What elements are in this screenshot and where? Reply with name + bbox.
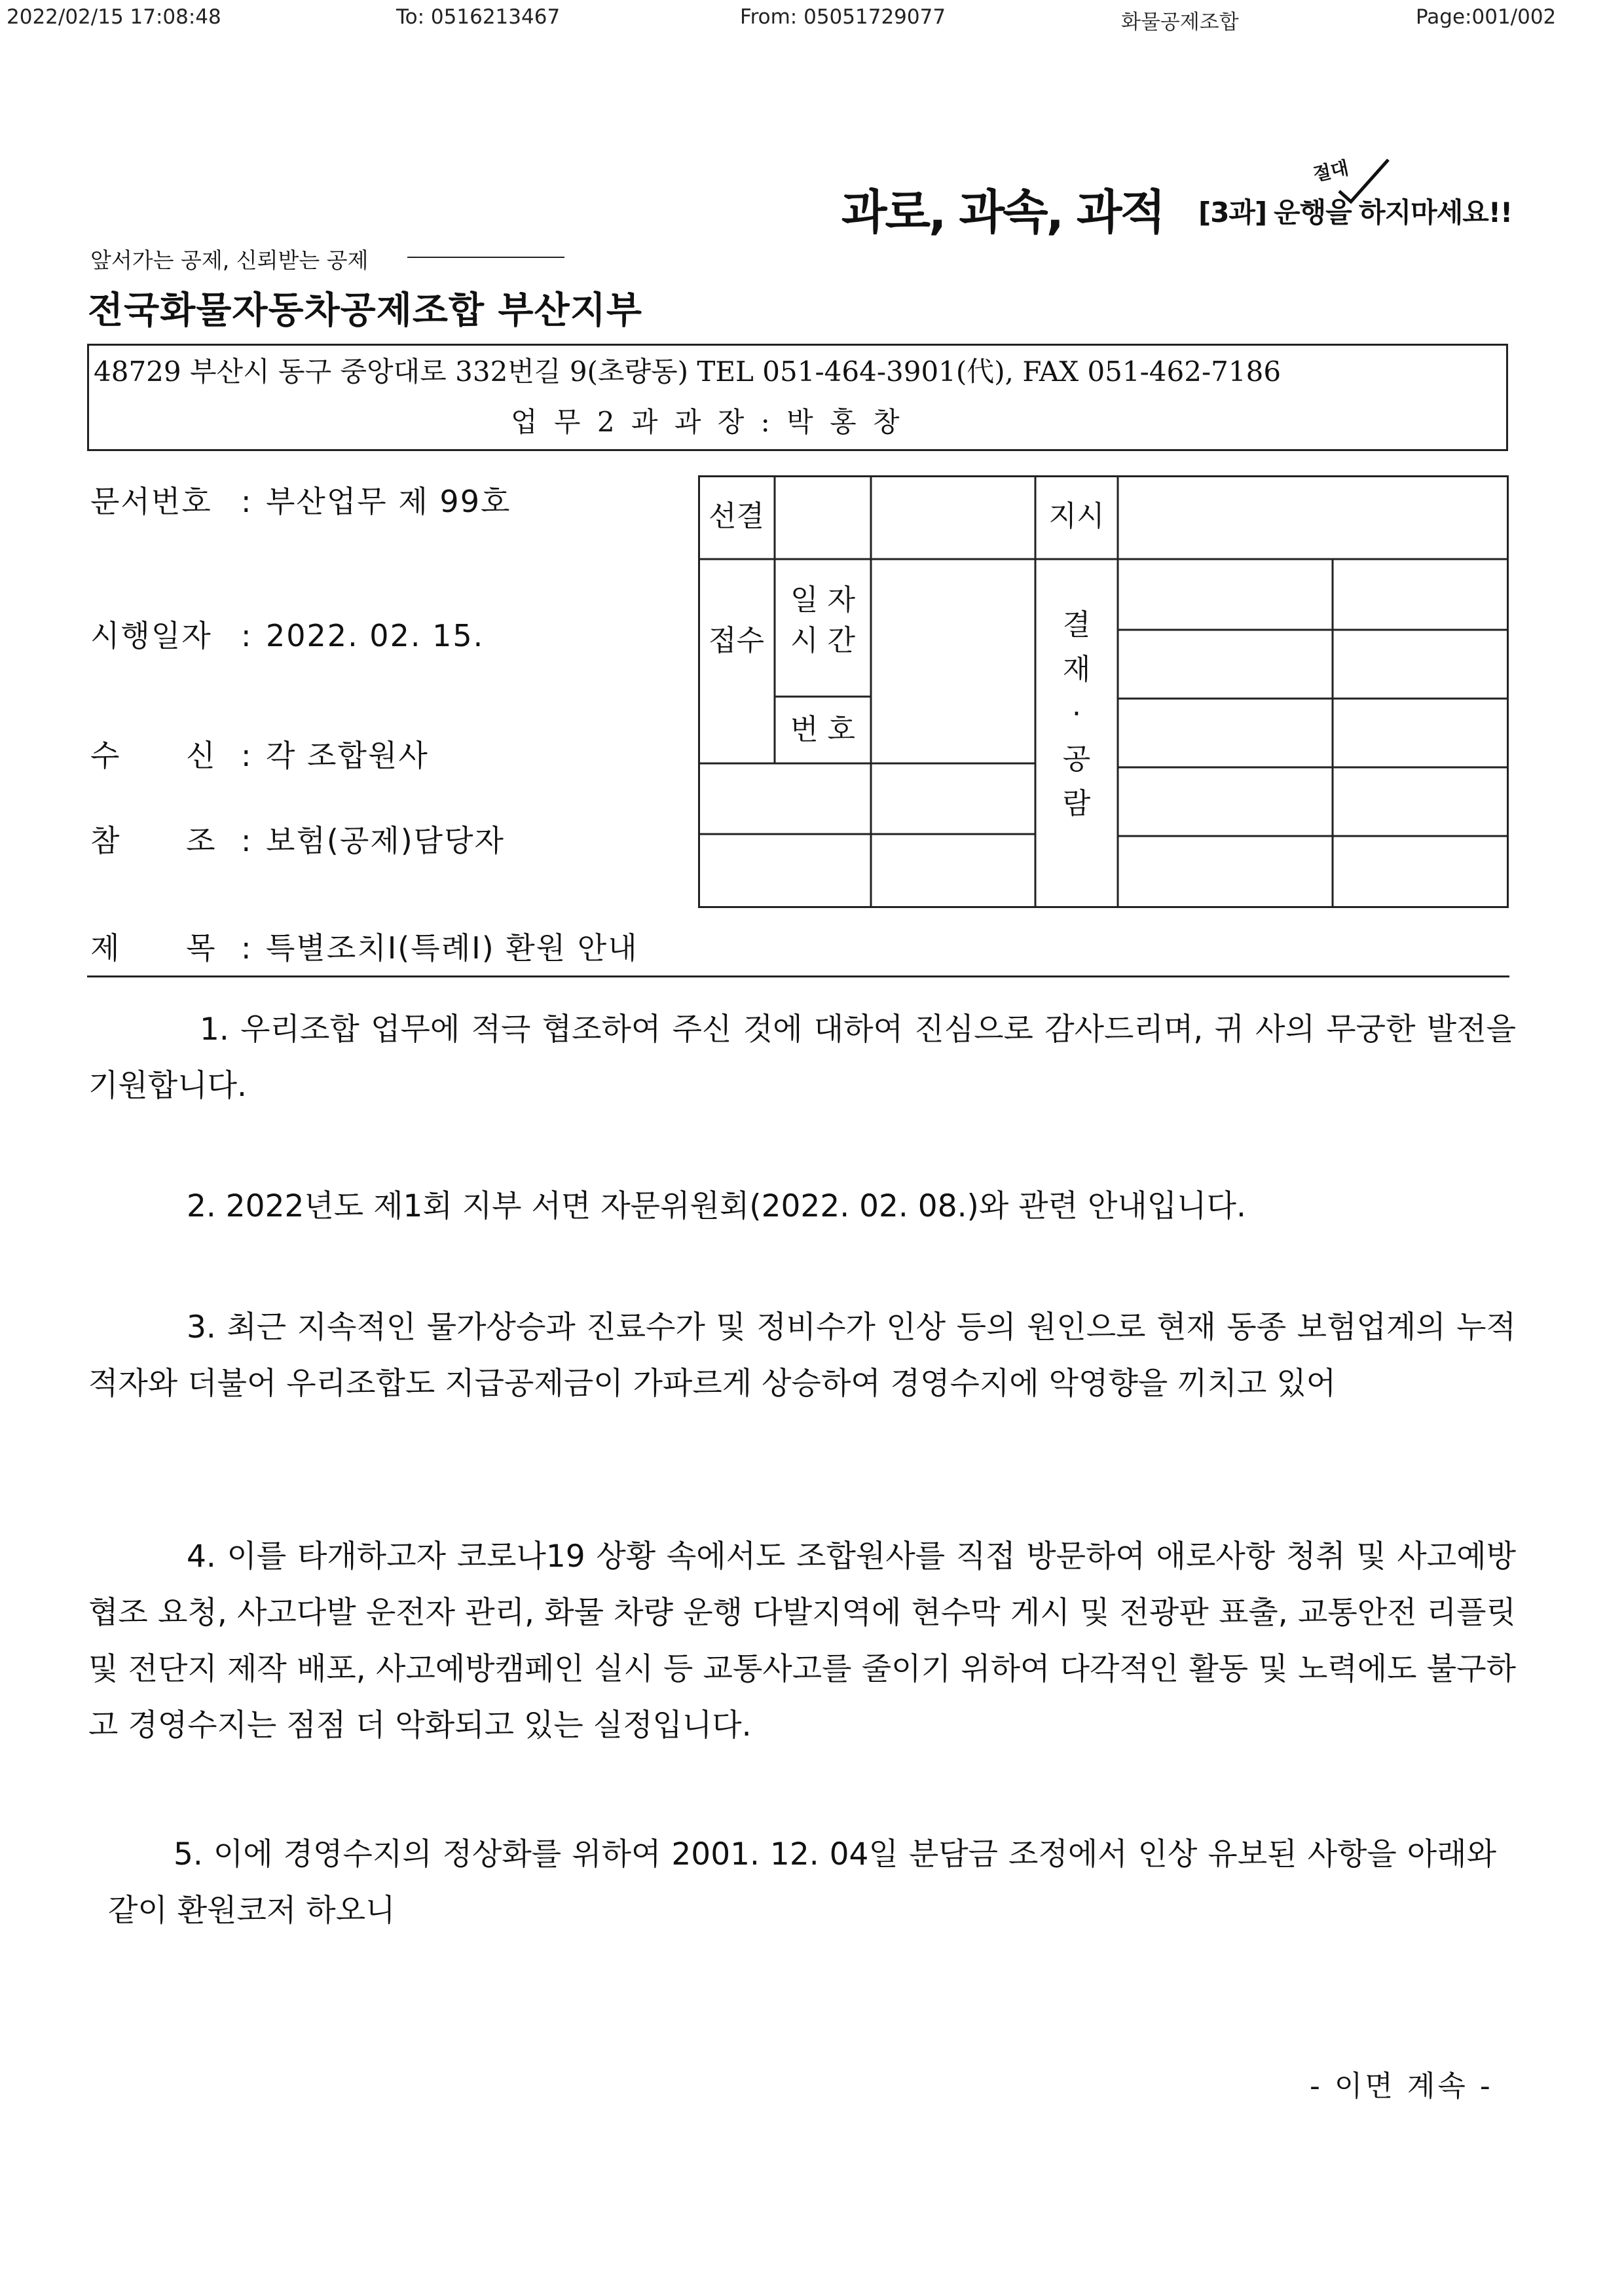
recipient-row: 수 신 : 각 조합원사 xyxy=(90,732,429,775)
doc-number-label: 문서번호 xyxy=(90,484,212,519)
date-label: 시행일자 xyxy=(90,618,212,653)
paragraph-5: 5. 이에 경영수지의 정상화를 위하여 2001. 12. 04일 분담금 조정에서 인상 유보된 사항을 아래와 같이 환원코저 하오니 xyxy=(108,1836,1496,1929)
receipt-label-1: 접수 xyxy=(708,624,764,657)
paragraph-3: 3. 최근 지속적인 물가상승과 진료수가 및 정비수가 인상 등의 원인으로 현재 동종 보험업계의 누적 적자와 더불어 우리조합도 지급공제금이 가파르게 상승하여 경영수지에 악영향을 끼치고 있어 xyxy=(88,1309,1516,1402)
subject-rule xyxy=(87,975,1509,977)
approval-label: 결 재 · 공 람 xyxy=(1062,608,1091,820)
department-line: 업 무 2 과 과 장 : 박 홍 창 xyxy=(511,406,904,438)
fax-from: From: 05051729077 xyxy=(740,5,946,29)
subject: 특별조치Ⅰ(특례Ⅰ) 환원 안내 xyxy=(266,930,638,966)
doc-number-row: 문서번호 : 부산업무 제 99호 xyxy=(90,478,511,521)
paragraph-1: 1. 우리조합 업무에 적극 협조하여 주신 것에 대하여 진심으로 감사드리며, 귀 사의 무궁한 발전을 기원합니다. xyxy=(88,1011,1516,1104)
fax-to: To: 0516213467 xyxy=(396,5,561,29)
doc-number: 부산업무 제 99호 xyxy=(266,484,511,519)
continued-note: - 이면 계속 - xyxy=(1310,2069,1493,2103)
issue-date: 2022. 02. 15. xyxy=(266,618,485,653)
instruction-label: 지시 xyxy=(1048,500,1105,533)
recipient: 각 조합원사 xyxy=(266,738,429,773)
paragraph-4: 4. 이를 타개하고자 코로나19 상황 속에서도 조합원사를 직접 방문하여 애로사항 청취 및 사고예방 협조 요청, 사고다발 운전자 관리, 화물 차량 운행 다발지역에 현수막 게시 및 전광판 표출, 교통안전 리플릿 및 전단지 제작 배포, 사고예방캠페인 실시 등 교통사고를 줄이기 위하여 다각적인 활동 및 노력에도 불구하고 경영수지는 점점 더 악화되고 있는 실정입니다. xyxy=(88,1539,1516,1743)
recipient-label: 수 신 xyxy=(90,738,217,773)
fax-sender: 화물공제조합 xyxy=(1121,10,1239,34)
slogan-emphasis: 절대 xyxy=(1311,156,1351,186)
slogan-end: 하지마세요!! xyxy=(1359,196,1513,228)
reference: 보험(공제)담당자 xyxy=(266,823,505,858)
subject-row: 제 목 : 특별조치Ⅰ(특례Ⅰ) 환원 안내 xyxy=(90,924,638,968)
slogan-mid: 운행을 xyxy=(1274,196,1352,228)
paragraph-2: 2. 2022년도 제1회 지부 서면 자문위원회(2022. 02. 08.)와 관련 안내입니다. xyxy=(187,1188,1246,1224)
number-label: 번 호 xyxy=(790,713,855,746)
address-line: 48729 부산시 동구 중앙대로 332번길 9(초량동) TEL 051-464-3901(代), FAX 051-462-7186 xyxy=(94,355,1282,388)
date-time-label: 일 자 시 간 xyxy=(790,583,855,657)
safety-slogan xyxy=(841,156,1522,240)
fax-page: Page:001/002 xyxy=(1416,5,1557,29)
reference-row: 참 조 : 보험(공제)담당자 xyxy=(90,817,505,860)
subject-label: 제 목 xyxy=(90,930,217,966)
motto: 앞서가는 공제, 신뢰받는 공제 xyxy=(90,247,369,273)
organization-name: 전국화물자동차공제조합 부산지부 xyxy=(88,289,642,332)
slogan-tag: [3과] xyxy=(1198,196,1267,228)
slogan-main: 과로, 과속, 과적 xyxy=(841,185,1164,240)
motto-rule xyxy=(407,257,564,258)
prior-label: 선결 xyxy=(708,500,764,533)
fax-datetime: 2022/02/15 17:08:48 xyxy=(7,5,221,29)
date-row: 시행일자 : 2022. 02. 15. xyxy=(90,612,484,655)
approval-grid xyxy=(698,475,1509,908)
reference-label: 참 조 xyxy=(90,823,217,858)
